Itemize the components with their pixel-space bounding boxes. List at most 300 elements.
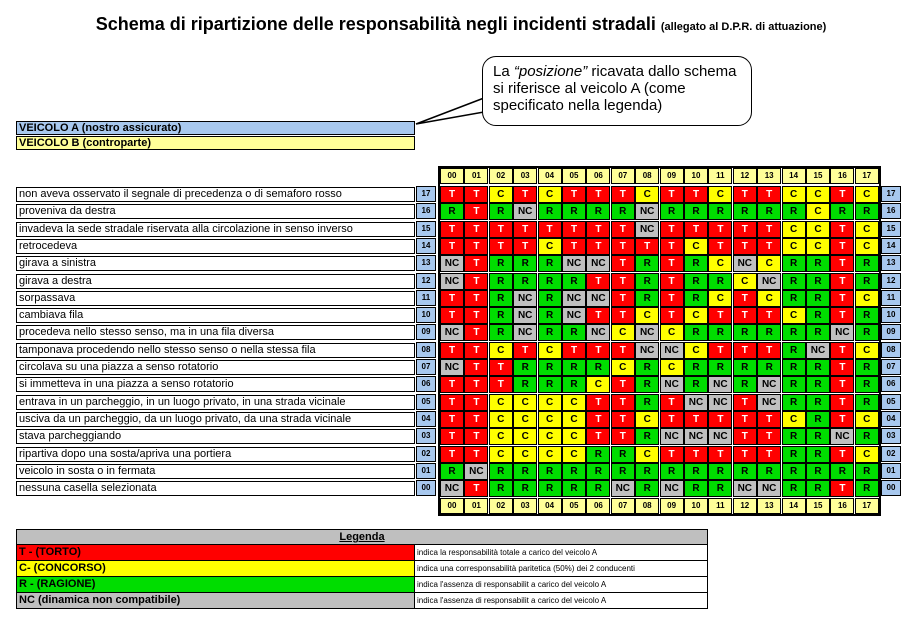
row-code-right-05: 05 (881, 394, 901, 410)
cell-16-08: NC (635, 203, 659, 220)
cell-16-06: R (586, 203, 610, 220)
column-header-top-16: 16 (830, 168, 854, 184)
cell-07-05: R (562, 359, 586, 376)
legend-description: indica l'assenza di responsabilit a carico del veicolo A (415, 577, 707, 592)
cell-12-17: R (855, 273, 879, 290)
cell-08-01: T (464, 342, 488, 359)
row-code-left-00: 00 (416, 480, 436, 496)
cell-13-17: R (855, 255, 879, 272)
cell-15-03: T (513, 221, 537, 238)
cell-07-11: R (708, 359, 732, 376)
cell-11-01: T (464, 290, 488, 307)
cell-12-11: R (708, 273, 732, 290)
legend-title: Legenda (17, 530, 707, 545)
cell-07-17: R (855, 359, 879, 376)
cell-08-11: T (708, 342, 732, 359)
row-code-left-17: 17 (416, 186, 436, 202)
cell-08-09: NC (660, 342, 684, 359)
row-code-right-14: 14 (881, 238, 901, 254)
cell-09-01: T (464, 324, 488, 341)
row-code-right-08: 08 (881, 342, 901, 358)
cell-04-08: C (635, 411, 659, 428)
cell-03-08: R (635, 428, 659, 445)
cell-03-06: T (586, 428, 610, 445)
cell-04-00: T (440, 411, 464, 428)
column-header-bottom-09: 09 (660, 498, 684, 514)
cell-00-03: R (513, 480, 537, 497)
cell-13-05: NC (562, 255, 586, 272)
cell-02-02: C (489, 446, 513, 463)
row-code-right-16: 16 (881, 203, 901, 219)
cell-15-09: T (660, 221, 684, 238)
cell-14-11: T (708, 238, 732, 255)
cell-00-10: R (684, 480, 708, 497)
cell-07-16: T (830, 359, 854, 376)
cell-05-11: NC (708, 394, 732, 411)
cell-03-05: C (562, 428, 586, 445)
column-header-bottom-10: 10 (684, 498, 708, 514)
cell-09-06: NC (586, 324, 610, 341)
row-label-07: circolava su una piazza a senso rotatorio (16, 360, 415, 375)
cell-12-10: R (684, 273, 708, 290)
cell-09-09: C (660, 324, 684, 341)
cell-15-10: T (684, 221, 708, 238)
page-title (0, 14, 922, 35)
cell-16-15: C (806, 203, 830, 220)
column-header-bottom-06: 06 (586, 498, 610, 514)
cell-03-04: C (538, 428, 562, 445)
cell-15-01: T (464, 221, 488, 238)
cell-13-04: R (538, 255, 562, 272)
cell-10-14: C (782, 307, 806, 324)
cell-08-06: T (586, 342, 610, 359)
cell-07-08: R (635, 359, 659, 376)
cell-16-02: R (489, 203, 513, 220)
cell-03-03: C (513, 428, 537, 445)
cell-02-16: T (830, 446, 854, 463)
column-header-bottom-14: 14 (782, 498, 806, 514)
cell-03-17: R (855, 428, 879, 445)
cell-01-01: NC (464, 463, 488, 480)
cell-01-13: R (757, 463, 781, 480)
cell-09-14: R (782, 324, 806, 341)
cell-02-03: C (513, 446, 537, 463)
callout-prefix: La (493, 63, 514, 80)
cell-13-10: R (684, 255, 708, 272)
cell-02-04: C (538, 446, 562, 463)
cell-16-14: R (782, 203, 806, 220)
cell-15-00: T (440, 221, 464, 238)
cell-09-11: R (708, 324, 732, 341)
row-code-right-15: 15 (881, 221, 901, 237)
cell-00-17: R (855, 480, 879, 497)
cell-11-00: T (440, 290, 464, 307)
cell-07-04: R (538, 359, 562, 376)
cell-03-00: T (440, 428, 464, 445)
legend-item (17, 593, 707, 608)
cell-16-05: R (562, 203, 586, 220)
cell-12-15: R (806, 273, 830, 290)
cell-17-01: T (464, 186, 488, 203)
cell-06-10: R (684, 376, 708, 393)
cell-07-00: NC (440, 359, 464, 376)
cell-11-07: T (611, 290, 635, 307)
cell-17-02: C (489, 186, 513, 203)
column-header-bottom-05: 05 (562, 498, 586, 514)
row-code-right-02: 02 (881, 446, 901, 462)
cell-05-16: T (830, 394, 854, 411)
cell-14-17: C (855, 238, 879, 255)
cell-09-13: R (757, 324, 781, 341)
row-label-15: invadeva la sede stradale riservata alla circolazione in senso inverso (16, 222, 415, 237)
cell-16-09: R (660, 203, 684, 220)
legend-key: R - (RAGIONE) (17, 577, 415, 592)
cell-13-08: R (635, 255, 659, 272)
cell-02-10: T (684, 446, 708, 463)
cell-01-10: R (684, 463, 708, 480)
cell-08-12: T (733, 342, 757, 359)
column-header-bottom-02: 02 (489, 498, 513, 514)
callout-note (482, 56, 752, 126)
cell-10-12: T (733, 307, 757, 324)
legend-description: indica l'assenza di responsabilit a carico del veicolo A (415, 593, 707, 608)
cell-14-06: T (586, 238, 610, 255)
cell-16-17: R (855, 203, 879, 220)
cell-01-12: R (733, 463, 757, 480)
row-code-right-04: 04 (881, 411, 901, 427)
cell-17-16: T (830, 186, 854, 203)
cell-05-03: C (513, 394, 537, 411)
cell-13-09: T (660, 255, 684, 272)
column-header-top-08: 08 (635, 168, 659, 184)
row-label-05: entrava in un parcheggio, in un luogo privato, in una strada vicinale (16, 395, 415, 410)
row-code-right-11: 11 (881, 290, 901, 306)
row-code-left-02: 02 (416, 446, 436, 462)
row-code-right-13: 13 (881, 255, 901, 271)
column-header-top-00: 00 (440, 168, 464, 184)
cell-15-14: C (782, 221, 806, 238)
cell-09-16: NC (830, 324, 854, 341)
cell-09-12: R (733, 324, 757, 341)
row-label-12: girava a destra (16, 274, 415, 289)
cell-10-04: R (538, 307, 562, 324)
cell-16-03: NC (513, 203, 537, 220)
cell-13-07: T (611, 255, 635, 272)
cell-06-04: R (538, 376, 562, 393)
cell-11-02: R (489, 290, 513, 307)
row-code-left-07: 07 (416, 359, 436, 375)
cell-15-08: NC (635, 221, 659, 238)
row-code-right-06: 06 (881, 376, 901, 392)
cell-04-10: T (684, 411, 708, 428)
cell-10-02: R (489, 307, 513, 324)
legend-key: NC (dinamica non compatibile) (17, 593, 415, 608)
cell-04-12: T (733, 411, 757, 428)
row-label-16: proveniva da destra (16, 204, 415, 219)
column-header-bottom-13: 13 (757, 498, 781, 514)
cell-13-06: NC (586, 255, 610, 272)
cell-17-05: T (562, 186, 586, 203)
column-header-bottom-16: 16 (830, 498, 854, 514)
row-code-right-07: 07 (881, 359, 901, 375)
cell-14-03: T (513, 238, 537, 255)
cell-08-00: T (440, 342, 464, 359)
cell-15-12: T (733, 221, 757, 238)
column-header-top-09: 09 (660, 168, 684, 184)
cell-12-06: T (586, 273, 610, 290)
cell-15-13: T (757, 221, 781, 238)
cell-04-05: C (562, 411, 586, 428)
cell-01-08: R (635, 463, 659, 480)
cell-02-01: T (464, 446, 488, 463)
cell-00-09: NC (660, 480, 684, 497)
cell-04-02: C (489, 411, 513, 428)
column-header-bottom-15: 15 (806, 498, 830, 514)
cell-11-03: NC (513, 290, 537, 307)
cell-10-17: R (855, 307, 879, 324)
column-header-bottom-11: 11 (708, 498, 732, 514)
cell-03-16: NC (830, 428, 854, 445)
cell-12-08: R (635, 273, 659, 290)
cell-03-02: C (489, 428, 513, 445)
cell-13-01: T (464, 255, 488, 272)
cell-12-02: R (489, 273, 513, 290)
cell-14-13: T (757, 238, 781, 255)
column-header-top-14: 14 (782, 168, 806, 184)
cell-06-14: R (782, 376, 806, 393)
column-header-bottom-01: 01 (464, 498, 488, 514)
row-code-right-00: 00 (881, 480, 901, 496)
cell-04-06: T (586, 411, 610, 428)
row-label-11: sorpassava (16, 291, 415, 306)
cell-00-07: NC (611, 480, 635, 497)
cell-01-09: R (660, 463, 684, 480)
cell-08-08: NC (635, 342, 659, 359)
cell-02-06: R (586, 446, 610, 463)
cell-12-09: T (660, 273, 684, 290)
cell-12-07: T (611, 273, 635, 290)
cell-08-16: T (830, 342, 854, 359)
cell-02-15: R (806, 446, 830, 463)
cell-09-10: R (684, 324, 708, 341)
cell-11-14: R (782, 290, 806, 307)
cell-01-00: R (440, 463, 464, 480)
vehicle-a-label: VEICOLO A (nostro assicurato) (16, 121, 415, 135)
cell-14-10: C (684, 238, 708, 255)
cell-10-16: T (830, 307, 854, 324)
cell-03-01: T (464, 428, 488, 445)
cell-03-13: T (757, 428, 781, 445)
cell-08-07: T (611, 342, 635, 359)
cell-12-13: NC (757, 273, 781, 290)
row-code-right-01: 01 (881, 463, 901, 479)
cell-01-03: R (513, 463, 537, 480)
cell-17-11: C (708, 186, 732, 203)
cell-15-02: T (489, 221, 513, 238)
row-code-left-05: 05 (416, 394, 436, 410)
column-header-bottom-07: 07 (611, 498, 635, 514)
cell-17-10: T (684, 186, 708, 203)
cell-05-10: NC (684, 394, 708, 411)
column-header-bottom-04: 04 (538, 498, 562, 514)
cell-00-16: T (830, 480, 854, 497)
legend-item (17, 561, 707, 577)
cell-16-13: R (757, 203, 781, 220)
cell-13-02: R (489, 255, 513, 272)
cell-02-13: T (757, 446, 781, 463)
cell-10-10: C (684, 307, 708, 324)
column-header-top-12: 12 (733, 168, 757, 184)
cell-04-14: C (782, 411, 806, 428)
cell-07-01: T (464, 359, 488, 376)
cell-03-07: T (611, 428, 635, 445)
cell-09-08: NC (635, 324, 659, 341)
cell-11-17: C (855, 290, 879, 307)
cell-17-14: C (782, 186, 806, 203)
cell-04-01: T (464, 411, 488, 428)
cell-10-00: T (440, 307, 464, 324)
cell-05-06: T (586, 394, 610, 411)
row-code-left-04: 04 (416, 411, 436, 427)
cell-04-13: T (757, 411, 781, 428)
cell-13-12: NC (733, 255, 757, 272)
cell-05-00: T (440, 394, 464, 411)
cell-00-04: R (538, 480, 562, 497)
cell-07-13: R (757, 359, 781, 376)
cell-14-04: C (538, 238, 562, 255)
cell-05-07: T (611, 394, 635, 411)
cell-11-13: C (757, 290, 781, 307)
cell-17-09: T (660, 186, 684, 203)
cell-08-04: C (538, 342, 562, 359)
cell-08-05: T (562, 342, 586, 359)
cell-04-15: R (806, 411, 830, 428)
column-header-top-17: 17 (855, 168, 879, 184)
cell-01-15: R (806, 463, 830, 480)
cell-11-09: T (660, 290, 684, 307)
row-label-17: non aveva osservato il segnale di precedenza o di semaforo rosso (16, 187, 415, 202)
cell-11-10: R (684, 290, 708, 307)
column-header-top-13: 13 (757, 168, 781, 184)
cell-08-14: R (782, 342, 806, 359)
cell-00-14: R (782, 480, 806, 497)
cell-11-05: NC (562, 290, 586, 307)
cell-15-04: T (538, 221, 562, 238)
column-header-bottom-08: 08 (635, 498, 659, 514)
cell-05-04: C (538, 394, 562, 411)
row-code-left-09: 09 (416, 324, 436, 340)
cell-07-06: R (586, 359, 610, 376)
cell-05-05: C (562, 394, 586, 411)
column-header-top-11: 11 (708, 168, 732, 184)
cell-01-14: R (782, 463, 806, 480)
legend-item (17, 577, 707, 593)
cell-17-17: C (855, 186, 879, 203)
cell-06-12: R (733, 376, 757, 393)
cell-08-10: C (684, 342, 708, 359)
cell-02-11: T (708, 446, 732, 463)
cell-16-00: R (440, 203, 464, 220)
cell-03-11: NC (708, 428, 732, 445)
cell-08-13: T (757, 342, 781, 359)
cell-07-15: R (806, 359, 830, 376)
cell-00-01: T (464, 480, 488, 497)
cell-11-16: T (830, 290, 854, 307)
cell-10-09: T (660, 307, 684, 324)
callout-tail (410, 92, 490, 132)
cell-13-13: C (757, 255, 781, 272)
row-code-right-17: 17 (881, 186, 901, 202)
cell-16-16: R (830, 203, 854, 220)
cell-05-12: T (733, 394, 757, 411)
cell-15-17: C (855, 221, 879, 238)
row-code-left-10: 10 (416, 307, 436, 323)
cell-01-04: R (538, 463, 562, 480)
cell-04-03: C (513, 411, 537, 428)
row-code-left-01: 01 (416, 463, 436, 479)
cell-05-08: R (635, 394, 659, 411)
row-code-right-09: 09 (881, 324, 901, 340)
cell-05-01: T (464, 394, 488, 411)
cell-15-15: C (806, 221, 830, 238)
cell-04-07: T (611, 411, 635, 428)
column-header-bottom-03: 03 (513, 498, 537, 514)
cell-14-05: T (562, 238, 586, 255)
cell-02-07: R (611, 446, 635, 463)
cell-01-05: R (562, 463, 586, 480)
row-code-left-15: 15 (416, 221, 436, 237)
cell-05-13: NC (757, 394, 781, 411)
cell-09-07: C (611, 324, 635, 341)
column-header-top-02: 02 (489, 168, 513, 184)
legend-item (17, 545, 707, 561)
cell-05-17: R (855, 394, 879, 411)
cell-10-07: T (611, 307, 635, 324)
row-code-left-13: 13 (416, 255, 436, 271)
cell-13-16: T (830, 255, 854, 272)
callout-rest: ricavata dallo schema si riferisce al veicolo A (come specificato nella legenda) (493, 63, 737, 114)
cell-05-02: C (489, 394, 513, 411)
cell-16-07: R (611, 203, 635, 220)
row-label-00: nessuna casella selezionata (16, 481, 415, 496)
cell-00-13: NC (757, 480, 781, 497)
cell-05-15: R (806, 394, 830, 411)
cell-02-08: C (635, 446, 659, 463)
row-code-right-10: 10 (881, 307, 901, 323)
cell-14-15: C (806, 238, 830, 255)
column-header-bottom-12: 12 (733, 498, 757, 514)
cell-13-00: NC (440, 255, 464, 272)
cell-09-04: R (538, 324, 562, 341)
cell-01-02: R (489, 463, 513, 480)
cell-13-15: R (806, 255, 830, 272)
cell-17-08: C (635, 186, 659, 203)
column-header-top-15: 15 (806, 168, 830, 184)
cell-03-15: R (806, 428, 830, 445)
row-label-14: retrocedeva (16, 239, 415, 254)
cell-02-12: T (733, 446, 757, 463)
cell-12-01: T (464, 273, 488, 290)
cell-17-03: T (513, 186, 537, 203)
cell-09-03: NC (513, 324, 537, 341)
cell-06-15: R (806, 376, 830, 393)
cell-00-02: R (489, 480, 513, 497)
cell-00-11: R (708, 480, 732, 497)
cell-15-07: T (611, 221, 635, 238)
row-code-left-06: 06 (416, 376, 436, 392)
cell-00-05: R (562, 480, 586, 497)
cell-11-08: R (635, 290, 659, 307)
